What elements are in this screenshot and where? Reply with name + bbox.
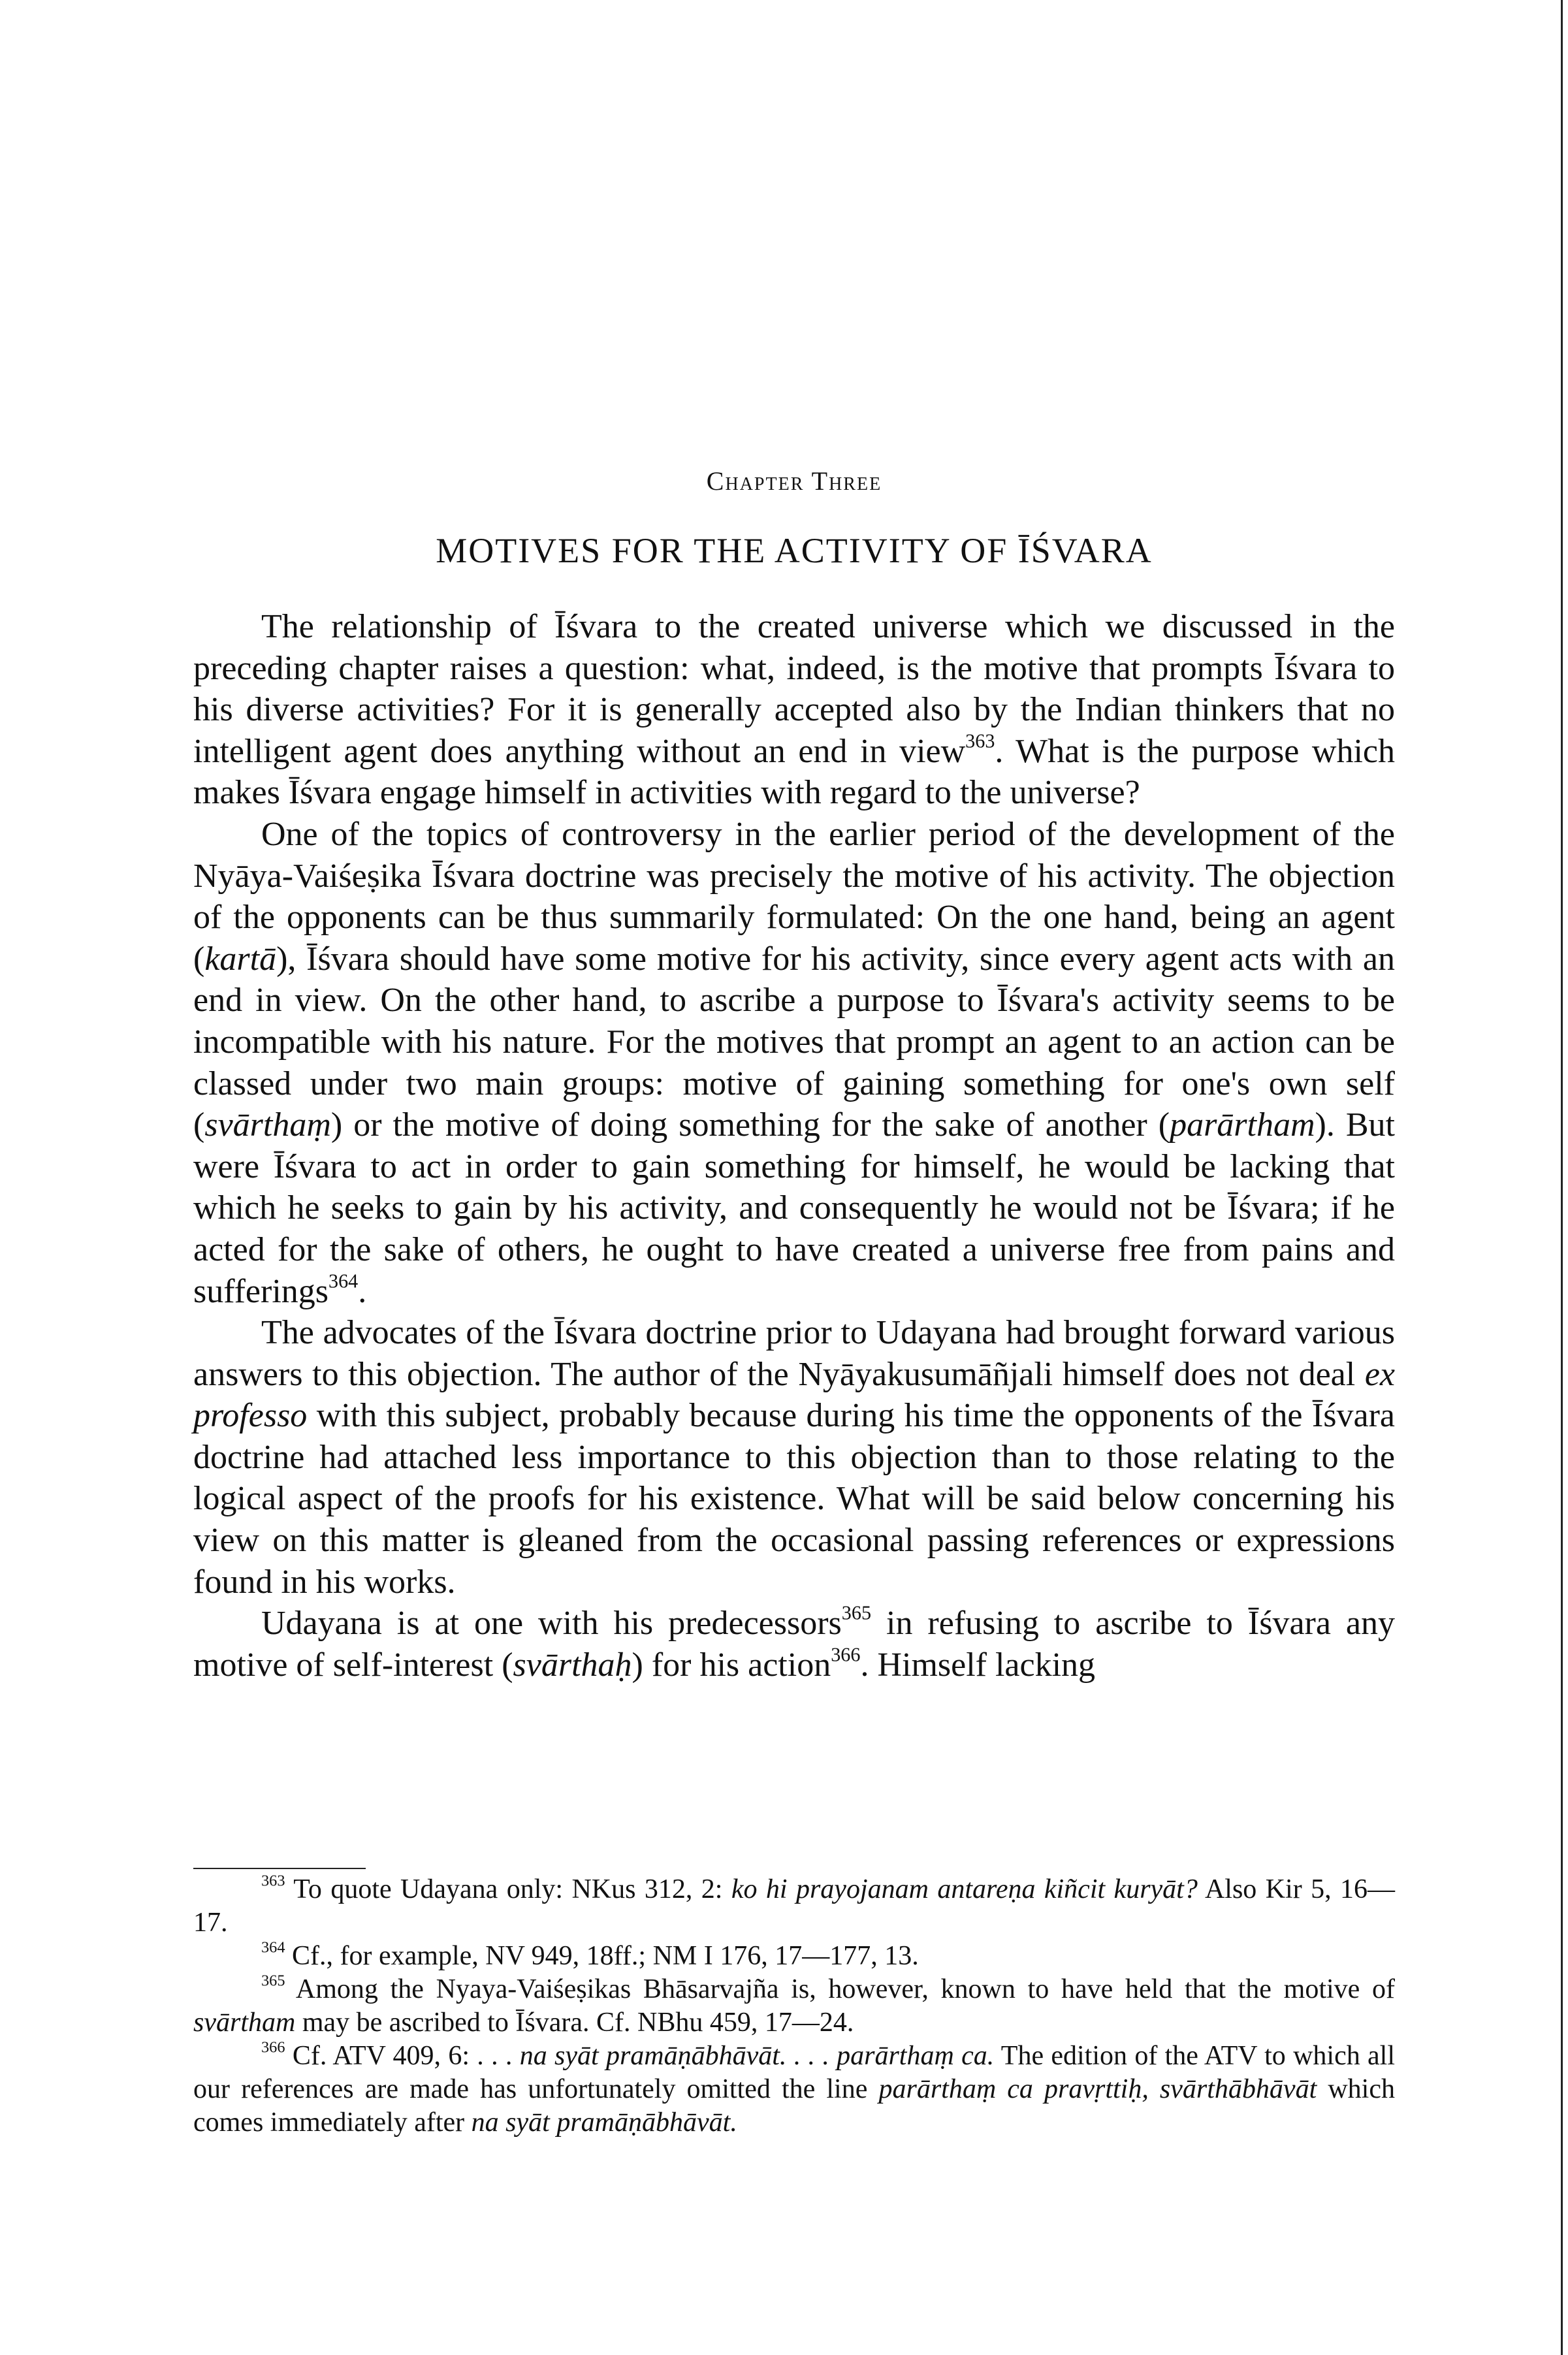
footnote-separator <box>193 1868 366 1869</box>
paragraph-text: ), Īśvara should have some motive for his activity, since every agent acts with an end in view. On the other hand, to ascribe a purpose to Īśvara's activity seems to be incompatible with his nature. For the motives that prompt an agent to an action can be classed under two main groups: motive of gaining something for one's own self ( <box>193 940 1395 1144</box>
footnote-text: may be ascribed to Īśvara. Cf. NBhu 459, 17—24. <box>295 2008 854 2038</box>
italic-term: svārthaṃ <box>204 1106 331 1144</box>
page-edge-line <box>1561 0 1563 2355</box>
paragraph-text: . <box>358 1272 367 1310</box>
footnote-text: The edition of the ATV to which all our references are made has unfortunately omitted the line <box>193 2041 1395 2104</box>
body-text <box>193 606 1395 1686</box>
chapter-label: Chapter Three <box>706 466 882 496</box>
footnote-363 <box>193 1873 1395 1940</box>
paragraph-text: The advocates of the Īśvara doctrine prior to Udayana had brought forward various answers to this objection. The author of the Nyāyakusumāñjali himself does not deal <box>193 1314 1395 1393</box>
paragraph-2 <box>193 814 1395 1312</box>
footnote-text: Among the Nyaya-Vaiśeṣikas Bhāsarvajña is, however, known to have held that the motive of <box>285 1974 1395 2004</box>
paragraph-3 <box>193 1312 1395 1603</box>
italic-term: kartā <box>204 940 277 978</box>
paragraph-text: One of the topics of controversy in the earlier period of the development of the Nyāya-Vaiśeṣika Īśvara doctrine was precisely the motive of his activity. The objection of the opponents can be thus summarily formulated: On the one hand, being an agent ( <box>193 815 1395 978</box>
footnote-text: which comes immediately after <box>193 2074 1395 2138</box>
chapter-title: MOTIVES FOR THE ACTIVITY OF ĪŚVARA <box>436 531 1153 570</box>
italic-term: svārtham <box>193 2008 296 2038</box>
footnote-ref: 364 <box>328 1269 359 1292</box>
footnote-number: 365 <box>261 1972 285 1990</box>
italic-term: na syāt pramāṇābhāvāt. . . . parārthaṃ ca. <box>519 2041 995 2071</box>
italic-term: na syāt pramāṇābhāvāt. <box>471 2107 737 2138</box>
paragraph-text: ). But were Īśvara to act in order to gain something for himself, he would be lacking that which he seeks to gain by his activity, and consequently he would not be Īśvara; if he acted for the sake of others, he ought to have created a universe free from pains and sufferings <box>193 1106 1395 1310</box>
footnote-366 <box>193 2040 1395 2139</box>
footnote-number: 366 <box>261 2038 285 2057</box>
footnote-text: Also Kir 5, 16—17. <box>193 1874 1395 1938</box>
italic-term: ko hi prayojanam antareṇa kiñcit kuryāt? <box>731 1874 1198 1904</box>
paragraph-text: . Himself lacking <box>860 1646 1096 1684</box>
footnotes <box>193 1873 1395 2139</box>
paragraph-text: ) or the motive of doing something for the sake of another ( <box>330 1106 1170 1144</box>
italic-term: parārthaṃ ca pravṛttiḥ, svārthābhāvāt <box>878 2074 1317 2104</box>
footnote-text: Cf., for example, NV 949, 18ff.; NM I 176, 17—177, 13. <box>285 1941 919 1971</box>
paragraph-4 <box>193 1603 1395 1686</box>
footnote-365 <box>193 1973 1395 2040</box>
paragraph-text: The relationship of Īśvara to the created universe which we discussed in the preceding chapter raises a question: what, indeed, is the motive that prompts Īśvara to his diverse activities? For it is generally accepted also by the Indian thinkers that no intelligent agent does anything without an end in view <box>193 608 1395 770</box>
paragraph-text: with this subject, probably because during his time the opponents of the Īśvara doctrine had attached less importance to this objection than to those relating to the logical aspect of the proofs for his existence. What will be said below concerning his view on this matter is gleaned from the occasional passing references or expressions found in his works. <box>193 1397 1395 1601</box>
footnote-ref: 366 <box>831 1643 861 1666</box>
paragraph-text: ) for his action <box>632 1646 831 1684</box>
italic-term: ex professo <box>193 1355 1395 1435</box>
footnote-text: To quote Udayana only: NKus 312, 2: <box>285 1874 731 1904</box>
italic-term: svārthaḥ <box>513 1646 632 1684</box>
footnote-ref: 363 <box>965 729 995 752</box>
italic-term: parārtham <box>1170 1106 1315 1144</box>
paragraph-text: Udayana is at one with his predecessors <box>261 1605 842 1642</box>
footnote-number: 364 <box>261 1938 285 1957</box>
footnote-364 <box>193 1940 1395 1973</box>
paragraph-text: in refusing to ascribe to Īśvara any motive of self-interest ( <box>193 1605 1395 1684</box>
paragraph-1 <box>193 606 1395 814</box>
footnote-number: 363 <box>261 1872 285 1890</box>
paragraph-text: . What is the purpose which makes Īśvara engage himself in activities with regard to the universe? <box>193 732 1395 812</box>
footnote-ref: 365 <box>841 1601 872 1624</box>
footnote-text: Cf. ATV 409, 6: . . . <box>285 2041 520 2071</box>
